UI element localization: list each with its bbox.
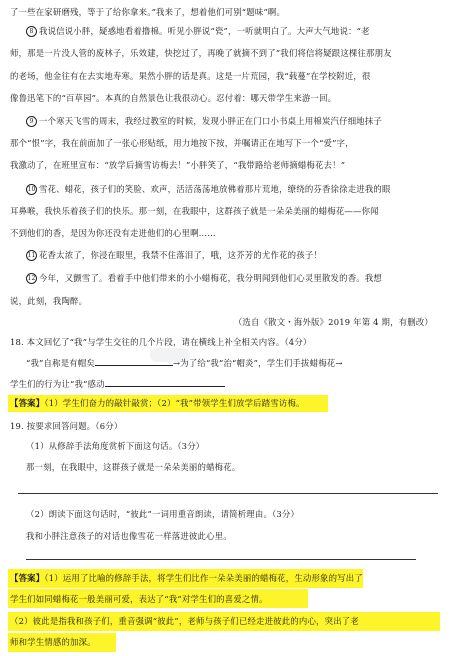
answer-blank-1[interactable] — [95, 356, 173, 366]
passage-line: 11 花香太浓了，你浸在眼里，我禁不住落泪了，哦，这芥芳的尤作花的孩子！ — [27, 250, 322, 260]
passage-line: 不到他们的香，是因为你还没有走进他们的心里啊…… — [10, 228, 216, 238]
passage-line: 的老场，他金往有在去实地寿寒。果然小胖的话是真。这是一片荒园，我“载蔓”在学校附近，很 — [10, 71, 371, 81]
paragraph-number: 8 — [26, 26, 37, 37]
quoted-sentence-1: 那一刻，在我眼中，这群孩子就是一朵朵美丽的蜡梅花。 — [26, 462, 241, 472]
question-18-chain-line2: 学生们的行为让“我”感动 — [10, 375, 440, 394]
passage-line: 像鲁迅笔下的“百草园”。本真的自然景色让我很动心。忍付着：哪天带学生来游一回。 — [10, 93, 337, 103]
source-citation: （选自《散文・海外版》2019 年第 4 期，有删改） — [233, 317, 433, 327]
passage-line: 师，那是一片没人管的废林子，乐效建，快挖过了，再晚了就摘不到了”我们将信将疑跟这棵往那朋友 — [10, 48, 392, 58]
question-18-chain-line1: “我”自称是有帽矣 →为了给“我”治“帽炎”，学生们手拔蜡梅花→ — [26, 358, 343, 368]
passage-line: 9 一个寒天飞雪的周末，我经过教室的时候，发现小胖正在门口小书桌上用棉炭汽仔细地抹子 — [26, 112, 440, 131]
passage-line: 8 我说信说小胖，疑惑地看着撸棉。听见小胖说“瓷”，一听就明白了。大声大气地说：“老 — [26, 22, 440, 41]
paragraph-number: 12 — [27, 275, 36, 282]
paragraph-number: 10 — [27, 186, 36, 193]
passage-line: 说，此刻，我陶醉。 — [10, 296, 88, 306]
answer-line[interactable] — [18, 493, 438, 494]
answer-19-line2: 学生们如同蜡梅花一般美丽可爱，表达了“我”对学生们的喜爱之情。 — [10, 594, 268, 604]
passage-line: 我激动了，在班里宣布：“放学后摘雪访梅去！”小胖笑了，“我带路给老师摘蜡梅花去！” — [10, 160, 346, 170]
passage-line: 10 雪花、蜡花，孩子们的笑脸、欢声，活活荡荡地放佛着那片荒地，缭绕的芬香徐徐走进我的眼 — [27, 184, 391, 194]
quoted-sentence-2: 我和小胖注意孩子的对话也像雪花一样落进彼此心里。 — [26, 531, 232, 541]
question-19-part-1: （1）从修辞手法角度赏析下面这句话。（3分） — [26, 441, 205, 451]
answer-line[interactable] — [26, 559, 416, 560]
question-19: 19. 按要求回答问题。（6分） — [10, 421, 123, 431]
question-18: 18. 本文回忆了“我”与学生交往的几个片段，请在横线上补全相关内容。（4分） — [10, 337, 312, 347]
answer-19-line4: 师和学生情感的加深。 — [10, 637, 96, 647]
passage-line: 耳鼻喉，我快乐着孩子们的快乐。那一刻，在我眼中，这群孩子就是一朵朵美丽的蜡梅花——你闻 — [10, 206, 379, 216]
passage-line: 那个“恨”字，我在前面加了一张心形贴纸，用力地按下按，并嘱请正在地写下一个“爱”字， — [10, 138, 354, 148]
passage-line: 了一些在家研磨残，等于了给你拿来。”我来了，想着他们可别“题味”啊。 — [10, 7, 286, 17]
paragraph-number: 9 — [26, 116, 37, 127]
answer-blank-2[interactable] — [105, 377, 225, 387]
paragraph-number: 11 — [27, 252, 36, 259]
answer-19-line1: 【答案】（1）运用了比喻的修辞手法，将学生们比作一朵朵美丽的蜡梅花，生动形象的写出了 — [10, 573, 363, 583]
passage-line: 12 今年，又颤雪了。看着手中他们带来的小小蜡梅花，我分明闻到他们心灵里散发的香。我想 — [27, 273, 382, 283]
question-19-part-2: （2）朗读下面这句话时，“彼此”一词用重音朗读，请简析理由。（3分） — [26, 509, 300, 519]
answer-19-line3: （2）彼此是指我和孩子们，重音强调“彼此”，老师与孩子们已经走进彼此的内心，突出了老 — [10, 616, 359, 626]
answer-18: 【答案】（1）学生们奋力的敲针敲赏；（2）“我”带领学生们放学后踏雪访梅。 — [10, 398, 305, 408]
